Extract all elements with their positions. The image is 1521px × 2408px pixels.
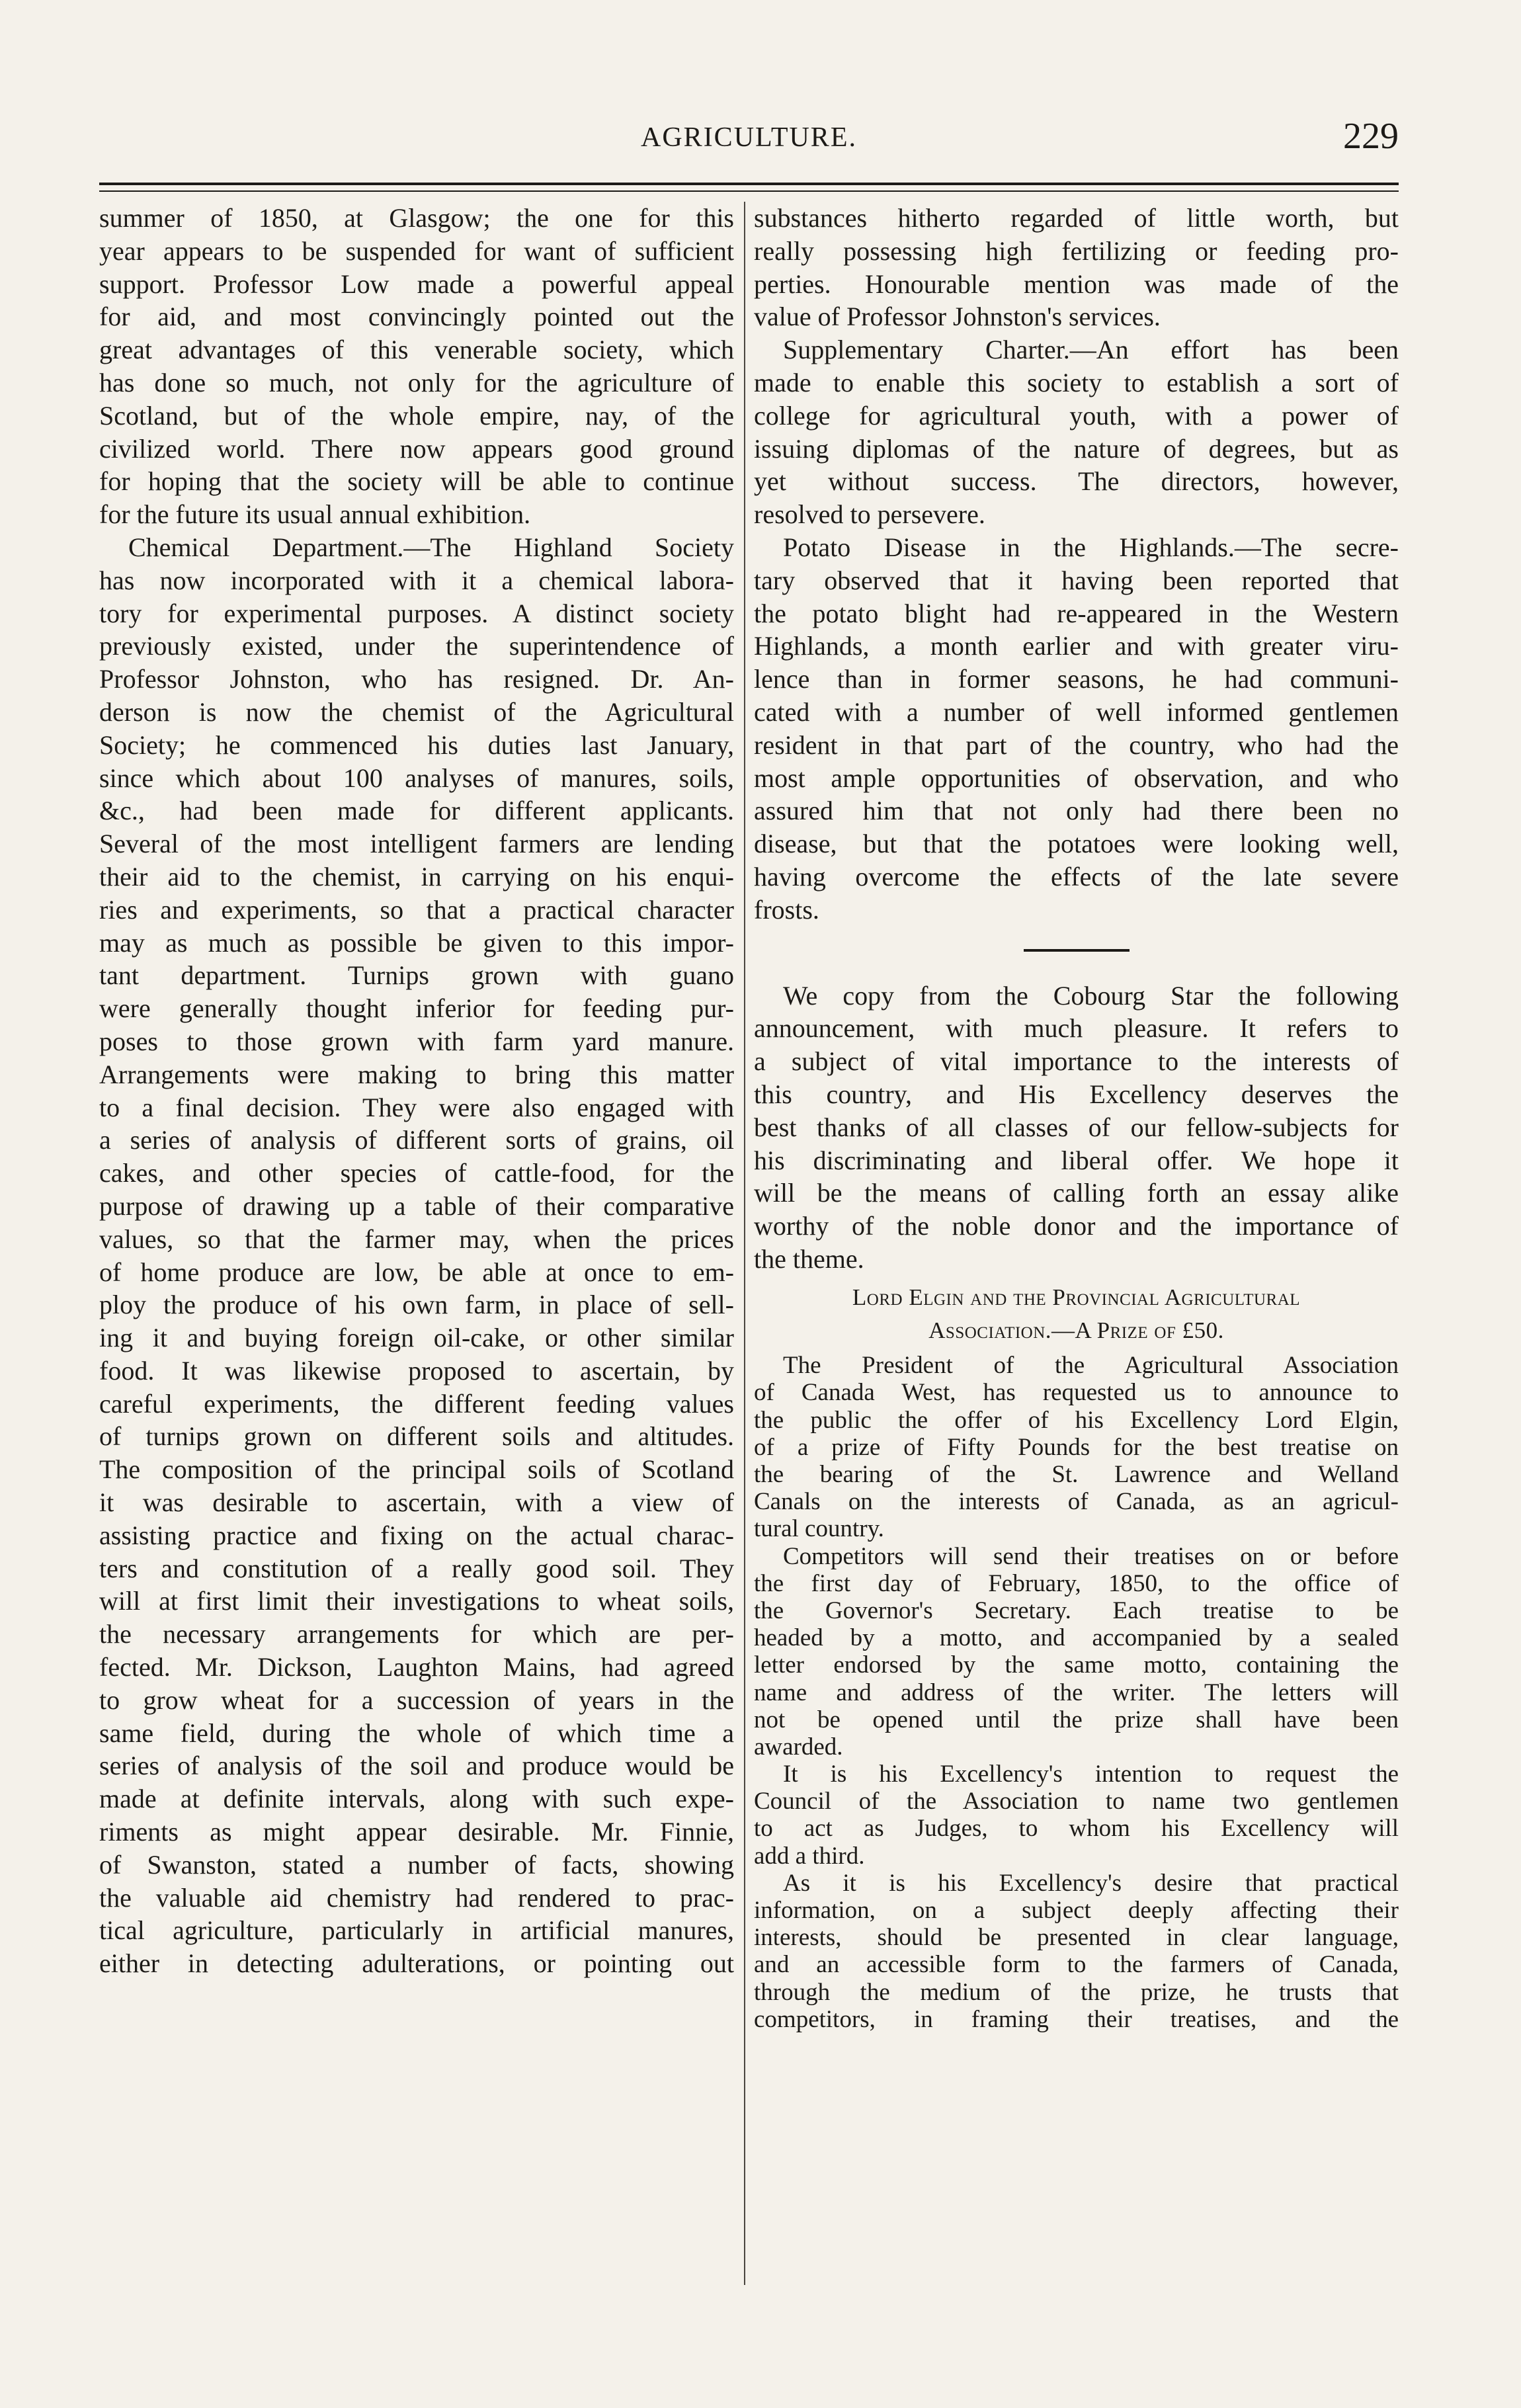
text-line: the bearing of the St. Lawrence and Welland	[754, 1461, 1399, 1489]
text-line: same field, during the whole of which time a	[99, 1718, 734, 1748]
text-line: name and address of the writer. The letters will	[754, 1679, 1399, 1706]
text-line: the first day of February, 1850, to the office of	[754, 1569, 1399, 1597]
text-line: through the medium of the prize, he trusts that	[754, 1978, 1399, 2006]
text-line: As it is his Excellency's desire that practical	[783, 1869, 1399, 1897]
text-line: awarded.	[754, 1733, 843, 1761]
notice-title: Association.—A Prize of £50.	[928, 1317, 1224, 1343]
text-line: Competitors will send their treatises on or before	[783, 1542, 1399, 1570]
text-line: of Swanston, stated a number of facts, showing	[99, 1849, 734, 1880]
text-line: worthy of the noble donor and the importance of	[754, 1211, 1399, 1241]
text-line: issuing diplomas of the nature of degrees, but as	[754, 433, 1399, 464]
notice-title: Lord Elgin and the Provincial Agricultural	[852, 1284, 1301, 1310]
text-line: The composition of the principal soils of Scotland	[99, 1454, 734, 1485]
text-line: ing it and buying foreign oil-cake, or other similar	[99, 1323, 734, 1353]
text-line: derson is now the chemist of the Agricultural	[99, 696, 734, 727]
text-line: careful experiments, the different feeding values	[99, 1388, 734, 1419]
text-line: assisting practice and fixing on the actual charac-	[99, 1520, 734, 1550]
text-line: ploy the produce of his own farm, in place of sell-	[99, 1290, 734, 1320]
text-line: substances hitherto regarded of little worth, but	[754, 203, 1399, 233]
text-line: having overcome the effects of the late severe	[754, 861, 1399, 892]
column-divider	[744, 202, 745, 2285]
text-line: best thanks of all classes of our fellow-subjects for	[754, 1112, 1399, 1142]
header-rule-thin	[99, 190, 1399, 192]
text-line: competitors, in framing their treatises, and the	[754, 2005, 1399, 2033]
text-line: has done so much, not only for the agriculture of	[99, 367, 734, 397]
text-line: values, so that the farmer may, when the prices	[99, 1224, 734, 1254]
text-line: poses to those grown with farm yard manure.	[99, 1026, 734, 1056]
text-line: food. It was likewise proposed to ascertain, by	[99, 1355, 734, 1386]
section-heading-line: Supplementary Charter.—An effort has been	[783, 335, 1399, 365]
text-line: either in detecting adulterations, or pointing out	[99, 1948, 734, 1979]
text-line: yet without success. The directors, however,	[754, 466, 1399, 497]
text-line: for the future its usual annual exhibition.	[99, 499, 531, 530]
text-line: lence than in former seasons, he had communi-	[754, 664, 1399, 694]
text-line: and an accessible form to the farmers of Canada,	[754, 1951, 1399, 1979]
text-line: the public the offer of his Excellency Lord Elgin,	[754, 1406, 1399, 1434]
text-line: interests, should be presented in clear language,	[754, 1924, 1399, 1952]
text-line: support. Professor Low made a powerful appeal	[99, 269, 734, 299]
text-line: college for agricultural youth, with a power of	[754, 400, 1399, 431]
text-line: great advantages of this venerable society, which	[99, 335, 734, 365]
running-title: AGRICULTURE.	[641, 122, 857, 153]
text-line: most ample opportunities of observation, and who	[754, 763, 1399, 793]
text-line: series of analysis of the soil and produce would be	[99, 1751, 734, 1781]
text-line: disease, but that the potatoes were looking well,	[754, 829, 1399, 859]
text-line: tant department. Turnips grown with guano	[99, 960, 734, 991]
text-line: letter endorsed by the same motto, containing the	[754, 1651, 1399, 1679]
text-line: the valuable aid chemistry had rendered to prac-	[99, 1882, 734, 1913]
text-line: resident in that part of the country, who had the	[754, 729, 1399, 760]
text-line: Council of the Association to name two gentlemen	[754, 1788, 1399, 1815]
text-line: Professor Johnston, who has resigned. Dr. An-	[99, 664, 734, 694]
text-line: tory for experimental purposes. A distinct society	[99, 598, 734, 628]
text-line: It is his Excellency's intention to request the	[783, 1761, 1399, 1788]
section-separator-rule	[1024, 949, 1130, 952]
text-line: were generally thought inferior for feeding pur-	[99, 993, 734, 1024]
text-line: Several of the most intelligent farmers are lending	[99, 829, 734, 859]
text-line: really possessing high fertilizing or feeding pro-	[754, 235, 1399, 266]
section-heading-line: Potato Disease in the Highlands.—The secre-	[783, 532, 1399, 562]
page-number: 229	[1343, 116, 1399, 157]
text-line: not be opened until the prize shall have been	[754, 1706, 1399, 1733]
text-line: made at definite intervals, along with such expe-	[99, 1784, 734, 1814]
text-line: Highlands, a month earlier and with greater viru-	[754, 631, 1399, 661]
text-line: has now incorporated with it a chemical labora-	[99, 565, 734, 595]
notice-body	[754, 1352, 1399, 2033]
text-line: value of Professor Johnston's services.	[754, 302, 1161, 332]
text-line: may as much as possible be given to this impor-	[99, 927, 734, 958]
text-line: of home produce are low, be able at once to em-	[99, 1257, 734, 1287]
text-line: the potato blight had re-appeared in the Western	[754, 598, 1399, 628]
text-line: assured him that not only had there been no	[754, 796, 1399, 826]
page-header	[99, 116, 1399, 172]
text-line: the necessary arrangements for which are per-	[99, 1619, 734, 1649]
text-line: Scotland, but of the whole empire, nay, of the	[99, 400, 734, 431]
header-rule-thick	[99, 183, 1399, 185]
text-line: perties. Honourable mention was made of the	[754, 269, 1399, 299]
text-line: civilized world. There now appears good ground	[99, 433, 734, 464]
text-line: ries and experiments, so that a practical character	[99, 894, 734, 925]
text-line: to a final decision. They were also engaged with	[99, 1092, 734, 1122]
text-line: tary observed that it having been reported that	[754, 565, 1399, 595]
text-line: fected. Mr. Dickson, Laughton Mains, had agreed	[99, 1652, 734, 1682]
text-line: cakes, and other species of cattle-food, for the	[99, 1158, 734, 1188]
text-line: We copy from the Cobourg Star the following	[783, 980, 1399, 1011]
text-line: summer of 1850, at Glasgow; the one for this	[99, 203, 734, 233]
text-line: the theme.	[754, 1243, 864, 1274]
text-line: for hoping that the society will be able to continue	[99, 466, 734, 497]
text-line: of Canada West, has requested us to announce to	[754, 1379, 1399, 1407]
text-line: Arrangements were making to bring this matter	[99, 1059, 734, 1089]
text-line: tical agriculture, particularly in artificial manures,	[99, 1915, 734, 1946]
text-line: Society; he commenced his duties last January,	[99, 729, 734, 760]
text-line: to grow wheat for a succession of years in the	[99, 1684, 734, 1715]
left-column	[99, 202, 734, 2288]
right-column	[754, 202, 1399, 2288]
text-line: Canals on the interests of Canada, as an agricul-	[754, 1488, 1399, 1516]
text-line: his discriminating and liberal offer. We hope it	[754, 1145, 1399, 1175]
text-line: since which about 100 analyses of manures, soils,	[99, 763, 734, 793]
text-line: year appears to be suspended for want of sufficient	[99, 235, 734, 266]
text-line: announcement, with much pleasure. It refers to	[754, 1013, 1399, 1044]
text-line: for aid, and most convincingly pointed out the	[99, 302, 734, 332]
text-line: &c., had been made for different applicants.	[99, 796, 734, 826]
text-line: this country, and His Excellency deserves the	[754, 1079, 1399, 1109]
text-line: their aid to the chemist, in carrying on his enqui-	[99, 861, 734, 892]
text-line: will be the means of calling forth an essay alike	[754, 1178, 1399, 1208]
text-line: information, on a subject deeply affecting their	[754, 1897, 1399, 1925]
text-line: purpose of drawing up a table of their comparative	[99, 1190, 734, 1221]
text-line: riments as might appear desirable. Mr. Finnie,	[99, 1817, 734, 1847]
text-line: cated with a number of well informed gentlemen	[754, 696, 1399, 727]
text-line: the Governor's Secretary. Each treatise to be	[754, 1597, 1399, 1624]
text-line: made to enable this society to establish a sort of	[754, 367, 1399, 397]
text-line: a series of analysis of different sorts of grains, oil	[99, 1125, 734, 1155]
text-line: of turnips grown on different soils and altitudes.	[99, 1421, 734, 1452]
text-line: a subject of vital importance to the interests of	[754, 1046, 1399, 1077]
text-line: will at first limit their investigations to wheat soils,	[99, 1586, 734, 1616]
text-line: headed by a motto, and accompanied by a sealed	[754, 1624, 1399, 1652]
text-line: to act as Judges, to whom his Excellency will	[754, 1815, 1399, 1843]
text-line: The President of the Agricultural Association	[783, 1352, 1399, 1380]
text-line: resolved to persevere.	[754, 499, 985, 530]
text-line: it was desirable to ascertain, with a view of	[99, 1487, 734, 1518]
text-line: frosts.	[754, 894, 819, 925]
text-line: ters and constitution of a really good soil. They	[99, 1553, 734, 1583]
text-line: add a third.	[754, 1842, 865, 1870]
section-heading-line: Chemical Department.—The Highland Society	[128, 532, 734, 562]
text-line: tural country.	[754, 1515, 884, 1543]
text-line: previously existed, under the superintendence of	[99, 631, 734, 661]
text-line: of a prize of Fifty Pounds for the best treatise on	[754, 1433, 1399, 1461]
